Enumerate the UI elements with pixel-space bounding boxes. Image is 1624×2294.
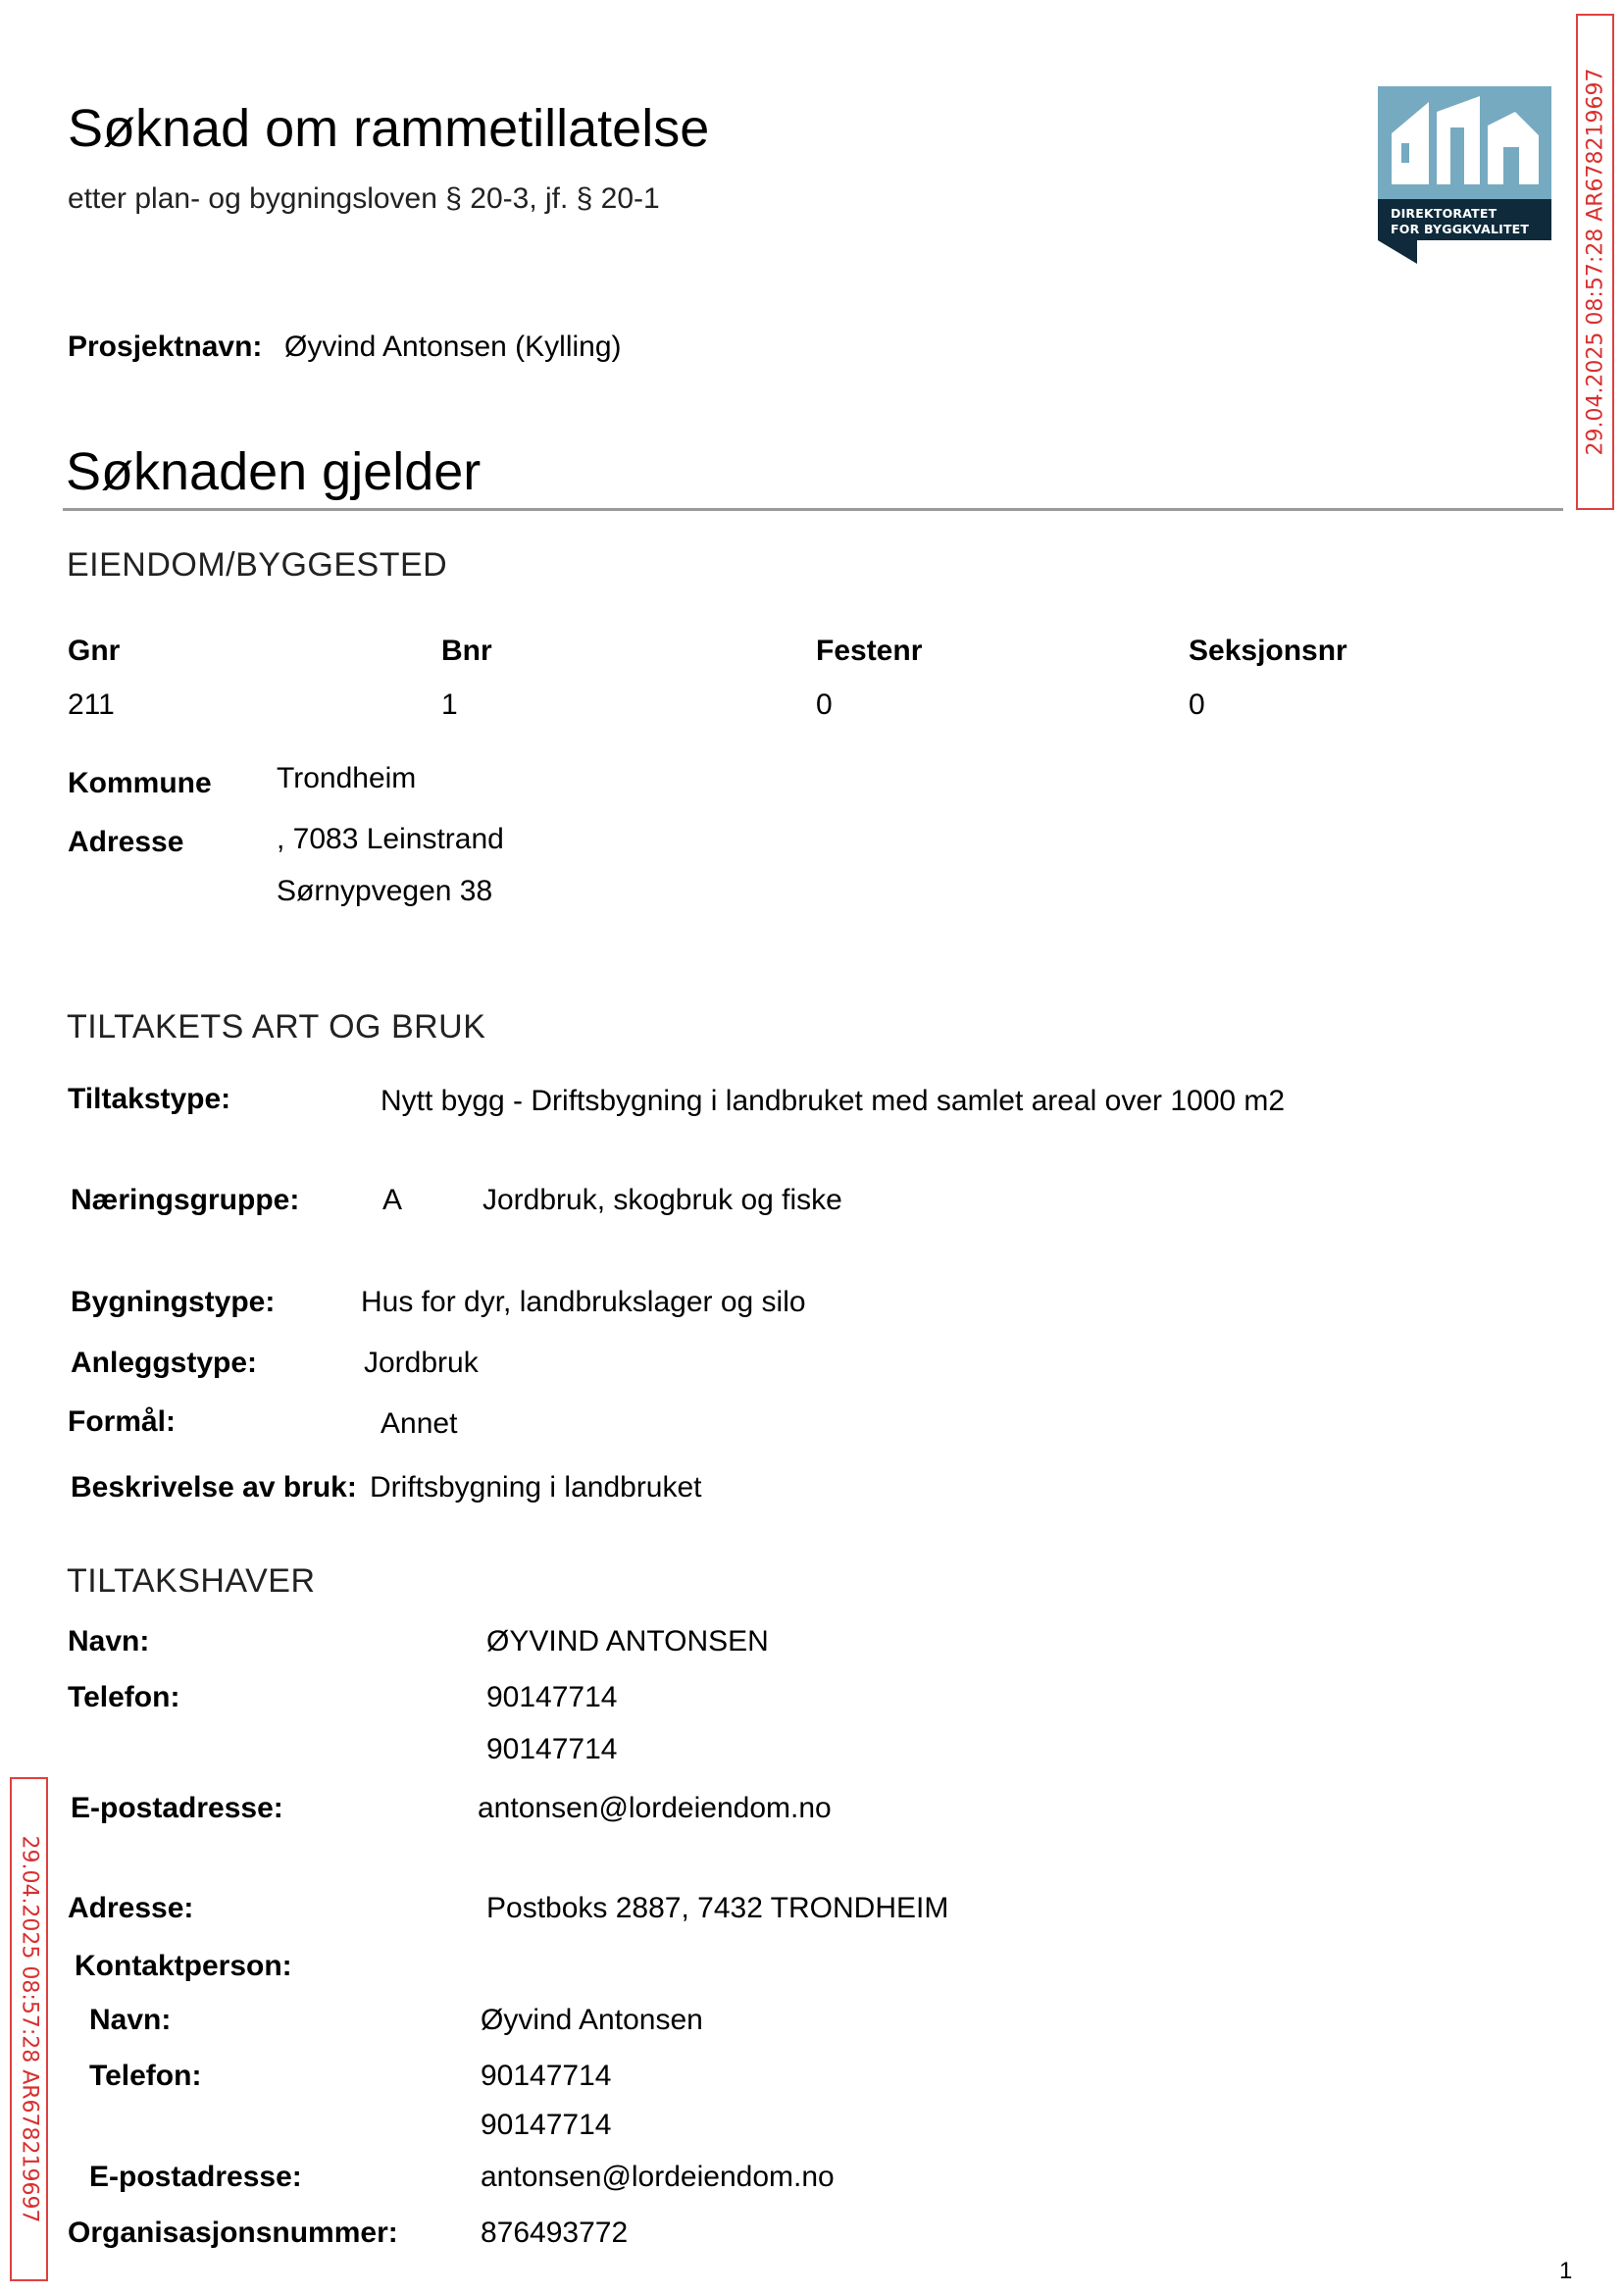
beskrivelse-label: Beskrivelse av bruk: — [71, 1471, 357, 1504]
festenr-value: 0 — [816, 688, 833, 721]
stamp-text: 29.04.2025 08:57:28 AR678219697 — [1583, 68, 1607, 456]
tiltak-heading: TILTAKETS ART OG BRUK — [67, 1008, 486, 1045]
navn-value: ØYVIND ANTONSEN — [486, 1625, 769, 1657]
timestamp-stamp-left — [10, 1777, 48, 2281]
logo-text-band — [1378, 199, 1551, 240]
kontakt-telefon-value-1: 90147714 — [481, 2060, 612, 2092]
kontakt-telefon-value-2: 90147714 — [481, 2109, 612, 2141]
seksjonsnr-label: Seksjonsnr — [1189, 635, 1347, 667]
stamp-text: 29.04.2025 08:57:28 AR678219697 — [17, 1835, 41, 2223]
kontaktperson-label: Kontaktperson: — [75, 1950, 292, 1982]
orgnr-label: Organisasjonsnummer: — [68, 2217, 398, 2249]
project-value: Øyvind Antonsen (Kylling) — [284, 331, 622, 363]
bnr-value: 1 — [441, 688, 458, 721]
kommune-label: Kommune — [68, 767, 212, 799]
logo-emblem — [1378, 86, 1551, 199]
naeringsgruppe-label: Næringsgruppe: — [71, 1184, 300, 1216]
anleggstype-label: Anleggstype: — [71, 1347, 258, 1379]
timestamp-stamp-right — [1576, 14, 1614, 510]
logo-line-1: DIREKTORATET — [1391, 206, 1497, 221]
telefon-value-2: 90147714 — [486, 1733, 618, 1765]
logo-tab — [1378, 240, 1417, 264]
tiltakstype-value: Nytt bygg - Driftsbygning i landbruket med samlet areal over 1000 m2 — [381, 1085, 1286, 1117]
bygningstype-label: Bygningstype: — [71, 1286, 276, 1318]
telefon-value-1: 90147714 — [486, 1681, 618, 1713]
section-title: Søknaden gjelder — [66, 442, 482, 501]
festenr-label: Festenr — [816, 635, 923, 667]
beskrivelse-value: Driftsbygning i landbruket — [370, 1471, 702, 1504]
epost-label: E-postadresse: — [71, 1792, 283, 1824]
tiltakshaver-heading: TILTAKSHAVER — [67, 1562, 316, 1600]
kontakt-epost-value: antonsen@lordeiendom.no — [481, 2161, 835, 2193]
formal-label: Formål: — [68, 1405, 177, 1438]
bygningstype-value: Hus for dyr, landbrukslager og silo — [361, 1286, 806, 1318]
epost-value: antonsen@lordeiendom.no — [478, 1792, 832, 1824]
section-divider — [63, 508, 1563, 511]
tiltakshaver-adresse-value: Postboks 2887, 7432 TRONDHEIM — [486, 1892, 949, 1924]
project-label: Prosjektnavn: — [68, 331, 263, 363]
building-icon — [1378, 86, 1551, 199]
naeringsgruppe-value: Jordbruk, skogbruk og fiske — [482, 1184, 842, 1216]
tiltakshaver-adresse-label: Adresse: — [68, 1892, 194, 1924]
gnr-label: Gnr — [68, 635, 121, 667]
document-subtitle: etter plan- og bygningsloven § 20-3, jf. § 20-1 — [68, 182, 660, 215]
adresse-line-1: , 7083 Leinstrand — [277, 823, 504, 855]
kontakt-navn-value: Øyvind Antonsen — [481, 2004, 703, 2036]
logo-line-2: FOR BYGGKVALITET — [1391, 222, 1530, 236]
bnr-label: Bnr — [441, 635, 492, 667]
gnr-value: 211 — [68, 688, 115, 721]
property-heading: EIENDOM/BYGGESTED — [67, 546, 448, 584]
tiltakstype-label: Tiltakstype: — [68, 1083, 231, 1115]
kontakt-epost-label: E-postadresse: — [89, 2161, 302, 2193]
kontakt-telefon-label: Telefon: — [89, 2060, 202, 2092]
seksjonsnr-value: 0 — [1189, 688, 1205, 721]
dibk-logo — [1378, 86, 1551, 275]
naeringsgruppe-code: A — [382, 1184, 403, 1216]
anleggstype-value: Jordbruk — [364, 1347, 479, 1379]
telefon-label: Telefon: — [68, 1681, 180, 1713]
adresse-label: Adresse — [68, 826, 184, 858]
navn-label: Navn: — [68, 1625, 150, 1657]
kommune-value: Trondheim — [277, 762, 417, 794]
kontakt-navn-label: Navn: — [89, 2004, 172, 2036]
page-number: 1 — [1559, 2258, 1573, 2284]
orgnr-value: 876493772 — [481, 2217, 629, 2249]
adresse-line-2: Sørnypvegen 38 — [277, 875, 493, 907]
formal-value: Annet — [381, 1407, 458, 1440]
document-title: Søknad om rammetillatelse — [68, 99, 710, 158]
